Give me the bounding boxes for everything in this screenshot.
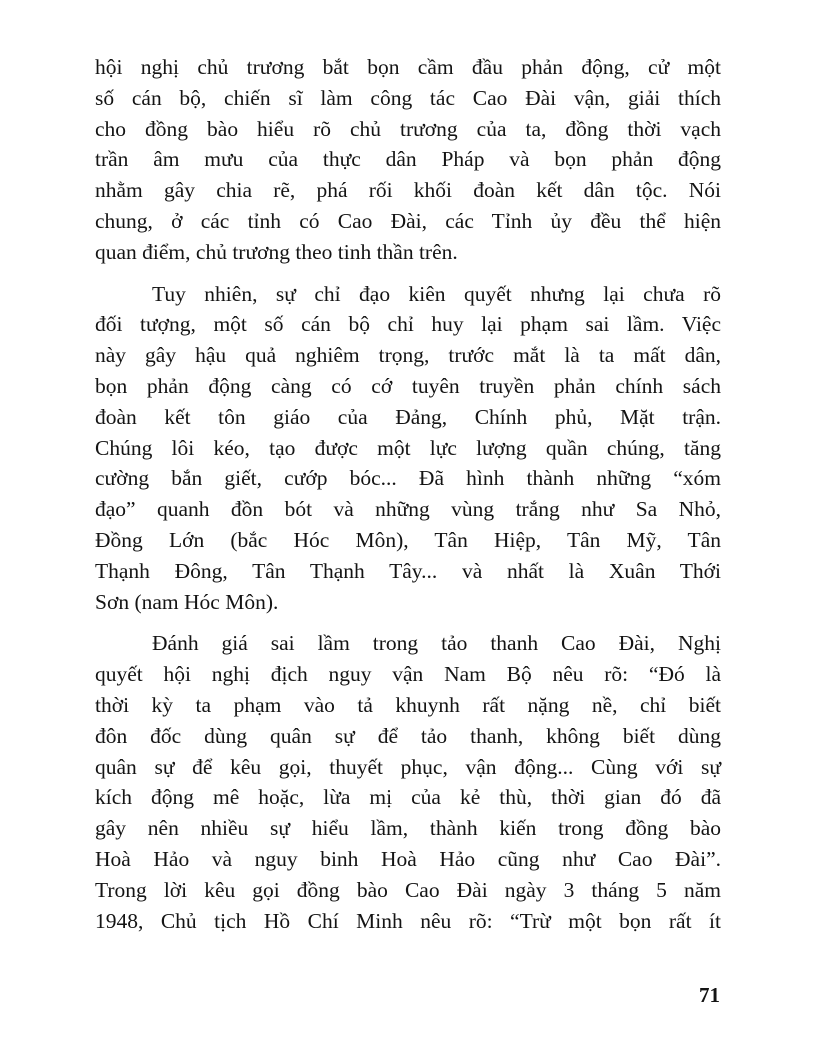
paragraph-2 [95, 279, 721, 618]
text-line: hội nghị chủ trương bắt bọn cầm đầu phản động, cử một [95, 55, 721, 79]
text-line: quân sự để kêu gọi, thuyết phục, vận động... Cùng với sự [95, 754, 721, 779]
text-line: đôn đốc dùng quân sự để tảo thanh, không biết dùng [95, 723, 721, 748]
text-line: Thạnh Đông, Tân Thạnh Tây... và nhất là Xuân Thới [95, 558, 721, 583]
text-line: số cán bộ, chiến sĩ làm công tác Cao Đài vận, giải thích [95, 85, 721, 110]
paragraph-1 [95, 52, 721, 268]
paragraph-spacer [95, 617, 721, 628]
text-line: Sơn (nam Hóc Môn). [95, 589, 279, 614]
text-line: đạo” quanh đồn bót và những vùng trắng như Sa Nhỏ, [95, 497, 721, 522]
text-line: thời kỳ ta phạm vào tả khuynh rất nặng nề, chỉ biết [95, 692, 721, 717]
text-line: gây nên nhiều sự hiểu lầm, thành kiến trong đồng bào [95, 816, 721, 841]
text-line: đối tượng, một số cán bộ chỉ huy lại phạm sai lầm. Việc [95, 312, 721, 337]
text-line: bọn phản động càng có cớ tuyên truyền phản chính sách [95, 373, 721, 398]
text-line: quan điểm, chủ trương theo tinh thần trên. [95, 239, 458, 264]
text-line: cường bắn giết, cướp bóc... Đã hình thành những “xóm [95, 466, 721, 491]
text-line: đoàn kết tôn giáo của Đảng, Chính phủ, Mặt trận. [95, 404, 721, 429]
page-number: 71 [699, 983, 720, 1007]
paragraph-spacer [95, 268, 721, 279]
text-line: quyết hội nghị địch nguy vận Nam Bộ nêu rõ: “Đó là [95, 662, 721, 687]
text-line: Tuy nhiên, sự chỉ đạo kiên quyết nhưng lại chưa rõ [152, 281, 721, 306]
paragraph-3 [95, 628, 721, 936]
page-body [95, 52, 721, 936]
text-line: nhằm gây chia rẽ, phá rối khối đoàn kết dân tộc. Nói [95, 178, 721, 203]
text-line: trần âm mưu của thực dân Pháp và bọn phản động [95, 147, 721, 172]
text-line: 1948, Chủ tịch Hồ Chí Minh nêu rõ: “Trừ một bọn rất ít [95, 908, 721, 933]
text-line: kích động mê hoặc, lừa mị của kẻ thù, thời gian đó đã [95, 785, 721, 810]
text-line: Đồng Lớn (bắc Hóc Môn), Tân Hiệp, Tân Mỹ, Tân [95, 527, 721, 552]
text-line: cho đồng bào hiểu rõ chủ trương của ta, đồng thời vạch [95, 116, 721, 141]
text-line: chung, ở các tỉnh có Cao Đài, các Tỉnh ủy đều thể hiện [95, 208, 721, 233]
text-line: Đánh giá sai lầm trong tảo thanh Cao Đài, Nghị [152, 631, 721, 656]
text-line: Trong lời kêu gọi đồng bào Cao Đài ngày 3 tháng 5 năm [95, 877, 721, 902]
text-line: này gây hậu quả nghiêm trọng, trước mắt là ta mất dân, [95, 343, 721, 368]
text-line: Hoà Hảo và nguy binh Hoà Hảo cũng như Cao Đài”. [95, 846, 721, 871]
text-line: Chúng lôi kéo, tạo được một lực lượng quần chúng, tăng [95, 435, 721, 460]
